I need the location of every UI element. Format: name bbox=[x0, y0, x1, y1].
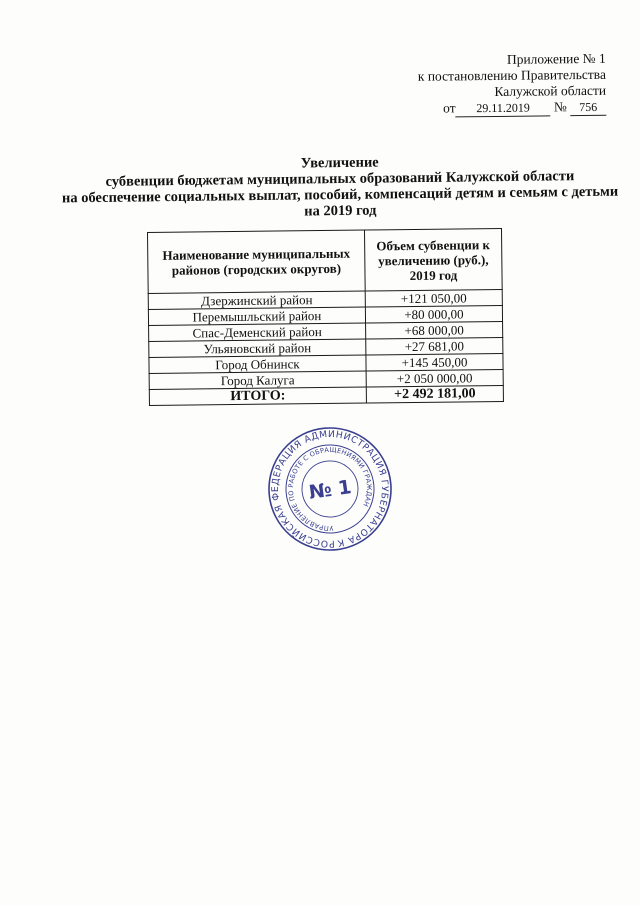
appendix-region: Калужской области bbox=[494, 82, 607, 99]
district-name: Спас-Деменский район bbox=[149, 323, 366, 341]
subsidy-amount: +145 450,00 bbox=[366, 353, 503, 371]
title-line-1: Увеличение bbox=[300, 154, 379, 172]
district-name: Ульяновский район bbox=[149, 339, 366, 357]
number-label: № bbox=[553, 99, 567, 115]
district-name: Город Калуга bbox=[149, 371, 366, 389]
district-name: Перемышльский район bbox=[148, 307, 365, 325]
appendix-resolution: к постановлению Правительства bbox=[417, 66, 606, 84]
from-label: от bbox=[443, 100, 456, 116]
table-header-row bbox=[148, 228, 503, 293]
seal-center-number: № 1 bbox=[307, 476, 353, 504]
subsidy-amount: +2 050 000,00 bbox=[366, 369, 503, 387]
table-total-row bbox=[149, 385, 503, 405]
seal-inner-text-path: УПРАВЛЕНИЕ ПО РАБОТЕ С ОБРАЩЕНИЯМИ ГРАЖДАН bbox=[286, 445, 374, 533]
subsidy-amount: +27 681,00 bbox=[366, 337, 503, 355]
subsidy-amount: +80 000,00 bbox=[365, 305, 502, 323]
total-label: ИТОГО: bbox=[149, 387, 366, 405]
appendix-date-number bbox=[376, 99, 606, 118]
subsidy-amount: +68 000,00 bbox=[366, 321, 503, 339]
subsidy-amount: +121 050,00 bbox=[365, 289, 502, 307]
district-name: Город Обнинск bbox=[149, 355, 366, 373]
district-name: Дзержинский район bbox=[148, 291, 365, 309]
title-line-2: субвенции бюджетам муниципальных образований Калужской области bbox=[105, 168, 575, 190]
total-amount: +2 492 181,00 bbox=[366, 385, 503, 403]
official-seal bbox=[265, 424, 395, 554]
resolution-date: 29.11.2019 bbox=[456, 99, 551, 117]
resolution-number: 756 bbox=[570, 99, 606, 116]
column-header-district: Наименование муниципальных районов (городских округов) bbox=[148, 230, 366, 293]
document-title bbox=[60, 152, 621, 223]
seal-outer-text-path: РОССИЙСКАЯ ФЕДЕРАЦИЯ АДМИНИСТРАЦИЯ ГУБЕРНАТОРА КАЛУЖСКОЙ bbox=[269, 428, 391, 550]
title-line-4: на 2019 год bbox=[304, 202, 377, 220]
seal-graphic bbox=[265, 424, 395, 554]
subsidy-table bbox=[147, 228, 504, 406]
column-header-amount: Объем субвенции к увеличению (руб.), 2019 год bbox=[365, 228, 503, 291]
title-line-3: на обеспечение социальных выплат, пособий, компенсаций детям и семьям с детьми bbox=[61, 183, 619, 207]
appendix-title: Приложение № 1 bbox=[506, 50, 606, 67]
appendix-header bbox=[376, 51, 607, 118]
